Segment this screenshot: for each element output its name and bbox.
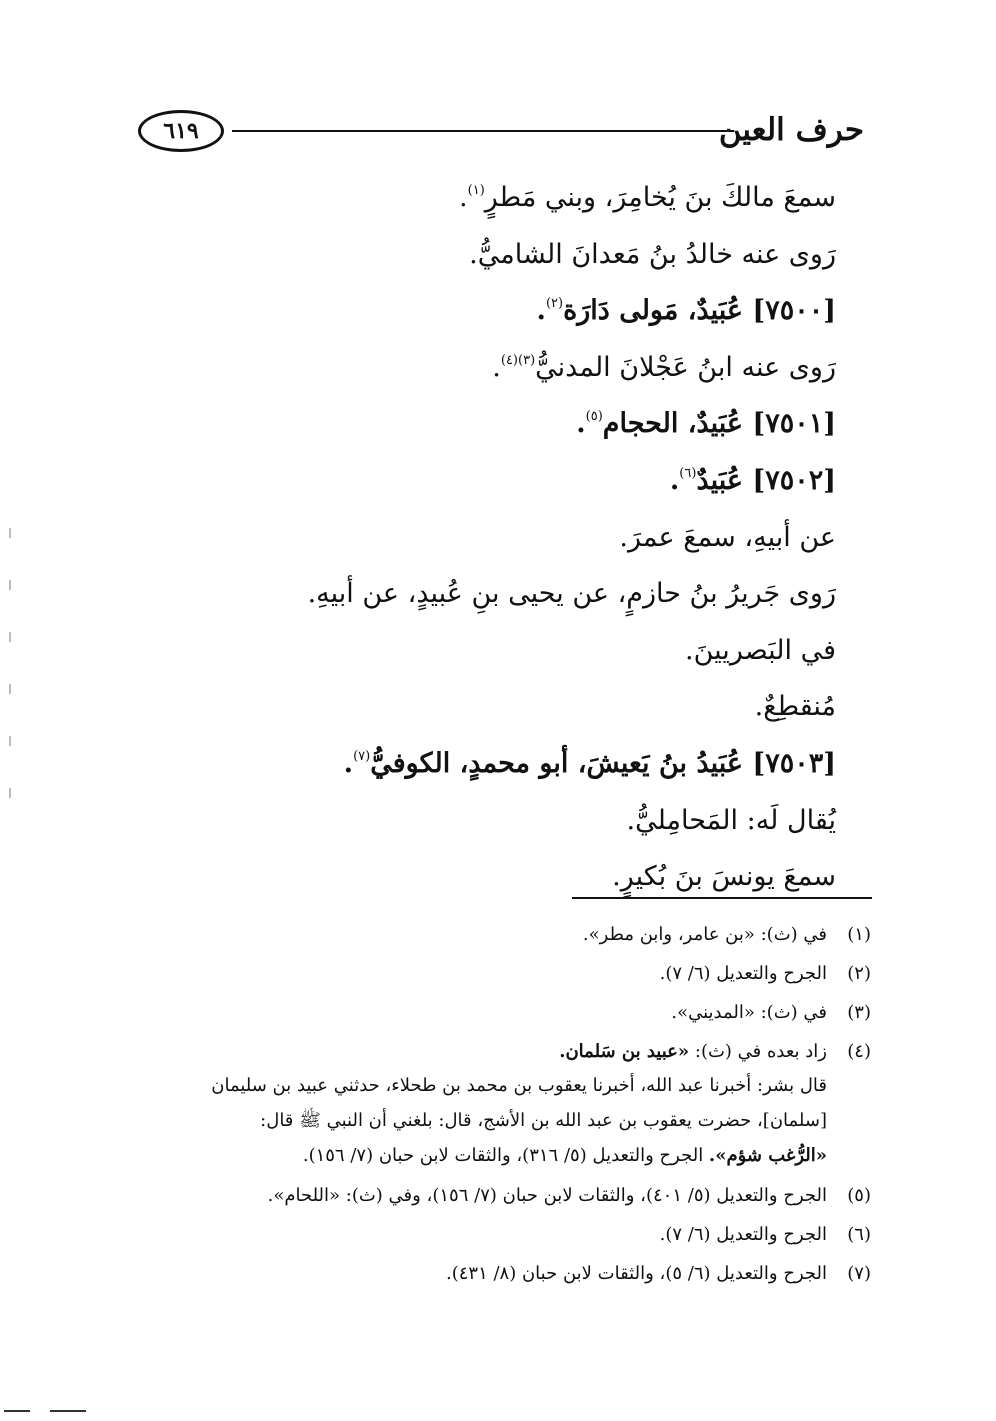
page-number-badge: ٦١٩ — [138, 110, 224, 152]
footnote-separator — [572, 897, 872, 899]
footnote-ref[interactable]: (٧) — [353, 748, 371, 764]
entry-heading-7502: [٧٥٠٢] عُبَيدٌ$^{(٦)}$. — [669, 464, 836, 496]
margin-tick — [9, 788, 11, 798]
margin-tick — [9, 736, 11, 746]
entry-heading-7503: [٧٥٠٣] عُبَيدُ بنُ يَعيشَ، أبو محمدٍ، الكوفيُّ$^{(٧)}$. — [343, 747, 836, 779]
footnote-item: (٧) الجرح والتعديل (٦/ ٥)، والثقات لابن حبان (٨/ ٤٣١). — [445, 1263, 871, 1284]
main-text — [136, 170, 836, 906]
footnote-ref[interactable]: (١) — [467, 183, 485, 198]
footnote-item: (١) في (ث): «بن عامر، وابن مطر». — [582, 924, 871, 945]
text-line: مُنقطِعٌ. — [754, 691, 836, 723]
entry-heading-7500: [٧٥٠٠] عُبَيدٌ، مَولى دَارَة$^{(٢)}$. — [536, 295, 836, 327]
margin-tick — [9, 528, 11, 538]
text-line: سمعَ يونسَ بنَ بُكيرٍ. — [612, 861, 836, 893]
footnote-ref[interactable]: (٦) — [679, 465, 697, 481]
text-line: يُقال لَه: المَحامِليُّ. — [626, 804, 836, 836]
header-rule — [232, 130, 734, 132]
text-line: رَوى عنه ابنُ عَجْلانَ المدنيُّ$^{(٣)(٤)}$. — [492, 351, 836, 383]
margin-tick — [9, 580, 11, 590]
margin-tick — [9, 632, 11, 642]
footnote-ref[interactable]: (٥) — [585, 409, 603, 425]
margin-tick — [9, 684, 11, 694]
page-header-title: حرف العين — [718, 112, 864, 148]
footnote-item: (٦) الجرح والتعديل (٦/ ٧). — [659, 1224, 871, 1245]
footnote-ref[interactable]: (٣)(٤) — [500, 352, 536, 368]
footnote-4-continuation: قال بشر: أخبرنا عبد الله، أخبرنا يعقوب بن محمد بن طحلاء، حدثني عبيد بن سليمان [سلمان]، حضرت يعقوب بن عبد الله بن الأشج، قال: بلغني أن النبي ﷺ قال: «الرُّغب شؤم». الجرح والتعديل (٥/ ٣١٦)، والثقات لابن حبان (٧/ ١٥٦). — [211, 1075, 827, 1166]
text-line: عن أبيهِ، سمعَ عمرَ. — [619, 521, 836, 553]
text-line: سمعَ مالكَ بنَ يُخامِرَ، وبني مَطرٍ$^{(١)}$. — [459, 182, 836, 213]
footnotes — [131, 918, 871, 1296]
entry-heading-7501: [٧٥٠١] عُبَيدٌ، الحجام$^{(٥)}$. — [576, 408, 836, 440]
footnote-ref[interactable]: (٢) — [545, 296, 564, 312]
footnote-item: (٢) الجرح والتعديل (٦/ ٧). — [659, 963, 871, 984]
text-line: رَوى عنه خالدُ بنُ مَعدانَ الشاميُّ. — [469, 238, 836, 270]
text-line: رَوى جَريرُ بنُ حازمٍ، عن يحيى بنِ عُبيدٍ، عن أبيهِ. — [307, 578, 836, 610]
footnote-item: (٣) في (ث): «المديني». — [671, 1002, 871, 1023]
bottom-mark — [50, 1410, 86, 1412]
footnote-item: (٥) الجرح والتعديل (٥/ ٤٠١)، والثقات لابن حبان (٧/ ١٥٦)، وفي (ث): «اللحام». — [267, 1185, 871, 1206]
bottom-mark — [4, 1410, 30, 1412]
footnote-item: (٤) زاد بعده في (ث): «عبيد بن سَلمان. — [559, 1041, 871, 1062]
text-line: في البَصريينَ. — [685, 634, 836, 666]
